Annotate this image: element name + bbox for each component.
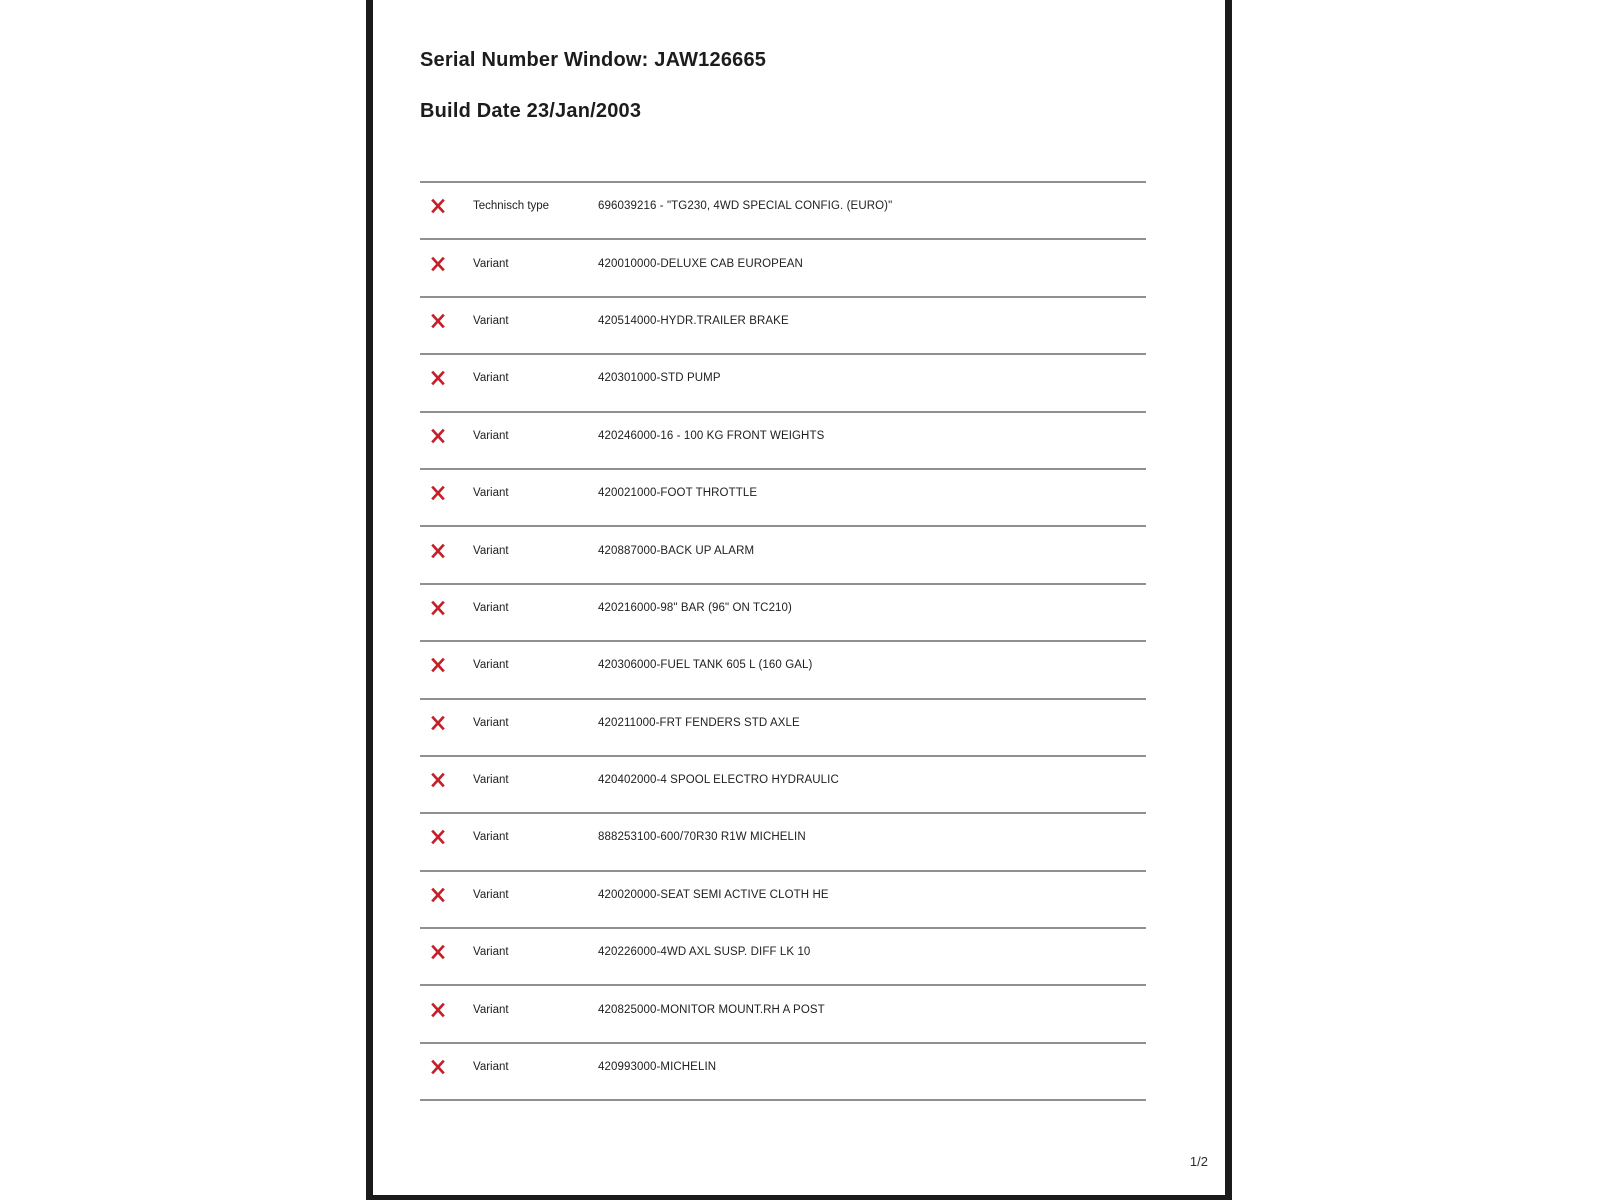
row-type-label: Variant <box>473 716 509 729</box>
build-date-title: Build Date 23/Jan/2003 <box>420 100 642 122</box>
row-value: 420993000-MICHELIN <box>598 1061 717 1074</box>
row-type-label: Variant <box>473 257 509 270</box>
table-row <box>420 468 1146 525</box>
row-value: 420211000-FRT FENDERS STD AXLE <box>598 716 800 729</box>
serial-number-title: Serial Number Window: JAW126665 <box>420 49 767 71</box>
page-number: 1/2 <box>1189 1154 1208 1169</box>
x-icon <box>430 370 473 386</box>
page-right-edge <box>1225 0 1232 1200</box>
row-value: 420216000-98" BAR (96" ON TC210) <box>598 601 792 614</box>
row-type-label: Technisch type <box>473 200 550 213</box>
page-left-edge <box>366 0 373 1200</box>
row-value: 888253100-600/70R30 R1W MICHELIN <box>598 831 806 844</box>
row-type-label: Variant <box>473 659 509 672</box>
x-icon <box>430 944 473 960</box>
row-type-label: Variant <box>473 831 509 844</box>
table-row <box>420 755 1146 812</box>
table-row <box>420 583 1146 640</box>
x-icon <box>430 1002 473 1018</box>
table-row <box>420 698 1146 755</box>
table-row <box>420 1042 1146 1099</box>
x-icon <box>430 829 473 845</box>
row-type-label: Variant <box>473 487 509 500</box>
table-row <box>420 984 1146 1041</box>
row-type-label: Variant <box>473 429 509 442</box>
row-value: 420246000-16 - 100 KG FRONT WEIGHTS <box>598 429 825 442</box>
row-value: 420306000-FUEL TANK 605 L (160 GAL) <box>598 659 813 672</box>
page-bottom-edge <box>366 1195 1232 1200</box>
row-type-label: Variant <box>473 1061 509 1074</box>
table-row <box>420 296 1146 353</box>
table-row <box>420 812 1146 869</box>
table-row <box>420 525 1146 582</box>
row-value: 420010000-DELUXE CAB EUROPEAN <box>598 257 803 270</box>
row-value: 420301000-STD PUMP <box>598 372 721 385</box>
table-row <box>420 181 1146 238</box>
x-icon <box>430 600 473 616</box>
variants-table <box>420 181 1146 1101</box>
row-value: 420021000-FOOT THROTTLE <box>598 487 758 500</box>
row-type-label: Variant <box>473 888 509 901</box>
row-type-label: Variant <box>473 601 509 614</box>
x-icon <box>430 543 473 559</box>
x-icon <box>430 428 473 444</box>
row-value: 420887000-BACK UP ALARM <box>598 544 755 557</box>
row-value: 420825000-MONITOR MOUNT.RH A POST <box>598 1003 825 1016</box>
table-row <box>420 353 1146 410</box>
table-row <box>420 238 1146 295</box>
table-row <box>420 927 1146 984</box>
row-value: 420020000-SEAT SEMI ACTIVE CLOTH HE <box>598 888 829 901</box>
x-icon <box>430 1059 473 1075</box>
row-value: 420514000-HYDR.TRAILER BRAKE <box>598 314 789 327</box>
x-icon <box>430 485 473 501</box>
x-icon <box>430 715 473 731</box>
x-icon <box>430 657 473 673</box>
row-type-label: Variant <box>473 774 509 787</box>
row-value: 420402000-4 SPOOL ELECTRO HYDRAULIC <box>598 774 839 787</box>
row-type-label: Variant <box>473 372 509 385</box>
row-type-label: Variant <box>473 1003 509 1016</box>
x-icon <box>430 198 473 214</box>
row-value: 696039216 - "TG230, 4WD SPECIAL CONFIG. (EURO)" <box>598 200 893 213</box>
x-icon <box>430 313 473 329</box>
table-row <box>420 411 1146 468</box>
table-row <box>420 870 1146 927</box>
row-type-label: Variant <box>473 544 509 557</box>
x-icon <box>430 772 473 788</box>
row-type-label: Variant <box>473 314 509 327</box>
x-icon <box>430 887 473 903</box>
row-type-label: Variant <box>473 946 509 959</box>
table-row <box>420 640 1146 697</box>
row-value: 420226000-4WD AXL SUSP. DIFF LK 10 <box>598 946 811 959</box>
x-icon <box>430 256 473 272</box>
